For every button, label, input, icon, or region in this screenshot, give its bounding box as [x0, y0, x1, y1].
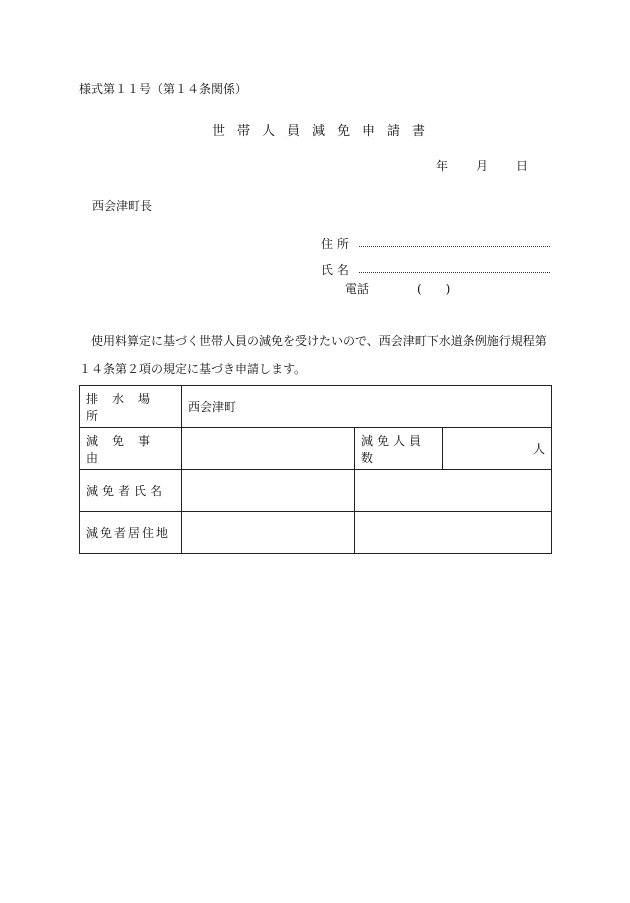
- reduction-count-label: 減免人員数: [355, 428, 443, 470]
- drainage-location-value[interactable]: 西会津町: [182, 386, 552, 428]
- phone-field[interactable]: ( ): [417, 282, 451, 296]
- year-label: 年: [436, 159, 449, 173]
- reduced-person-name-value-2[interactable]: [355, 470, 552, 512]
- month-label: 月: [476, 159, 489, 173]
- reduction-count-value[interactable]: 人: [443, 428, 552, 470]
- application-statement: 使用料算定に基づく世帯人員の減免を受けたいので、西会津町下水道条例施行規程第１４条第２項の規定に基づき申請します。: [79, 334, 547, 376]
- name-field[interactable]: [359, 272, 550, 273]
- reduced-person-residence-value-2[interactable]: [355, 512, 552, 554]
- date-line: [436, 157, 528, 174]
- application-table: [79, 385, 552, 554]
- day-label: 日: [516, 159, 529, 173]
- reduced-person-residence-value[interactable]: [182, 512, 355, 554]
- reduced-person-name-value[interactable]: [182, 470, 355, 512]
- name-label: 氏 名: [321, 263, 349, 277]
- addressee: 西会津町長: [92, 199, 153, 213]
- table-row: [80, 512, 552, 554]
- reduced-person-name-label: 減免者氏名: [80, 470, 182, 512]
- document-title: 世帯人員減免申請書: [212, 124, 438, 139]
- address-field[interactable]: [359, 246, 550, 247]
- address-label: 住 所: [321, 237, 349, 251]
- reduction-reason-label: 減免事由: [80, 428, 182, 470]
- drainage-location-label: 排水場所: [80, 386, 182, 428]
- phone-label: 電話: [345, 282, 370, 296]
- table-row: [80, 470, 552, 512]
- reduced-person-residence-label: 減免者居住地: [80, 512, 182, 554]
- table-row: [80, 428, 552, 470]
- reduction-reason-value[interactable]: [182, 428, 355, 470]
- table-row: [80, 386, 552, 428]
- form-number: 様式第１１号（第１４条関係）: [79, 82, 248, 96]
